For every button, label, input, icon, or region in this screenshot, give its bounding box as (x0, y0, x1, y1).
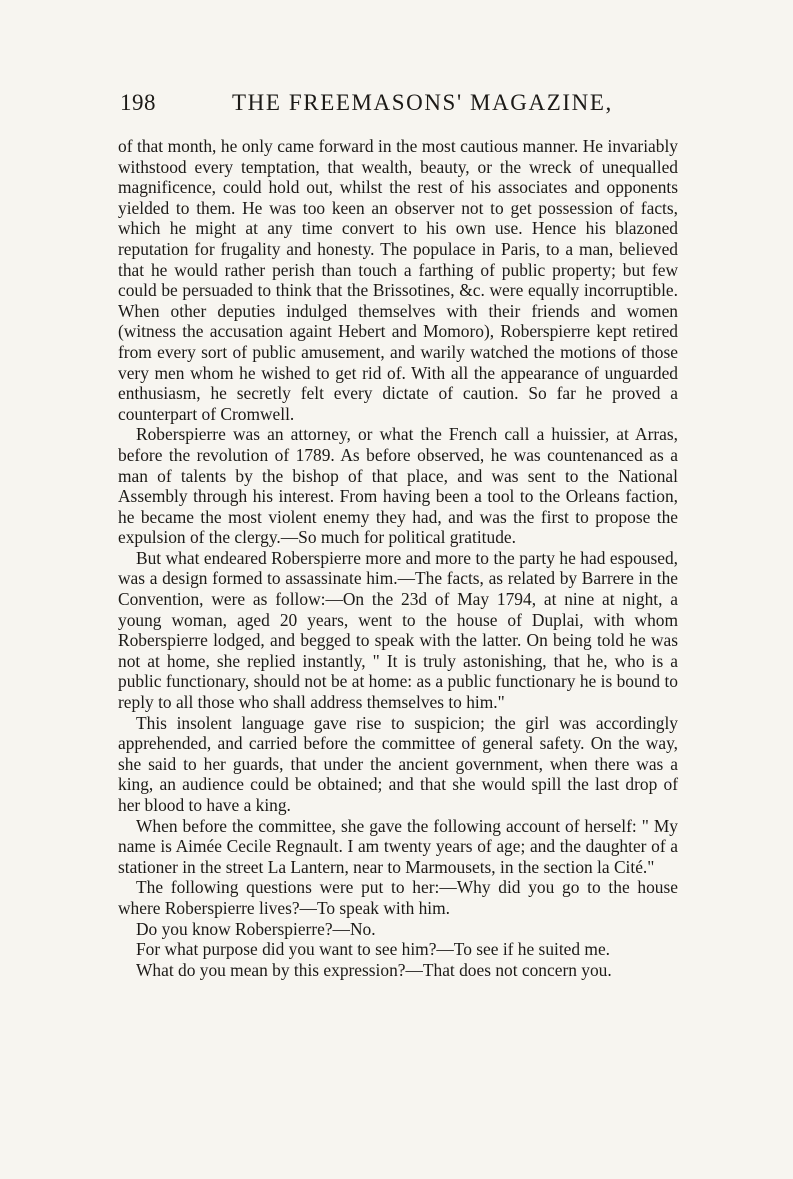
paragraph: of that month, he only came forward in the most cautious manner. He invariably withstood every temptation, that wealth, beauty, or the wreck of unequalled magnificence, could hold out, whilst the rest of his associates and opponents yielded to them. He was too keen an observer not to get possession of facts, which he might at any time convert to his own use. Hence his blazoned reputation for frugality and honesty. The populace in Paris, to a man, believed that he would rather perish than touch a farthing of public property; but few could be persuaded to think that the Brissotines, &c. were equally incorruptible. When other deputies indulged themselves with their friends and women (witness the accusation againt Hebert and Momoro), Roberspierre kept retired from every sort of public amusement, and warily watched the motions of those very men whom he wished to get rid of. With all the appearance of unguarded enthusiasm, he secretly felt every dictate of caution. So far he proved a counterpart of Cromwell. (118, 136, 678, 424)
paragraph: When before the committee, she gave the following account of herself: " My name is Aimée Cecile Regnault. I am twenty years of age; and the daughter of a stationer in the street La Lantern, near to Marmousets, in the section la Cité." (118, 815, 678, 877)
page-number: 198 (120, 90, 156, 115)
paragraph: Roberspierre was an attorney, or what the French call a huissier, at Arras, before the revolution of 1789. As before observed, he was countenanced as a man of talents by the bishop of that place, and was sent to the National Assembly through his interest. From having been a tool to the Orleans faction, he became the most violent enemy they had, and was the first to propose the expulsion of the clergy.—So much for political gratitude. (118, 424, 678, 548)
paragraph: But what endeared Roberspierre more and more to the party he had espoused, was a design formed to assassinate him.—The facts, as related by Barrere in the Convention, were as follow:—On the 23d of May 1794, at nine at night, a young woman, aged 20 years, went to the house of Duplai, with whom Roberspierre lodged, and begged to speak with the latter. On being told he was not at home, she replied instantly, " It is truly astonishing, that he, who is a public functionary, should not be at home: as a public functionary he is bound to reply to all those who shall address themselves to him." (118, 547, 678, 713)
paragraph: What do you mean by this expression?—That does not concern you. (136, 959, 612, 980)
paragraph: Do you know Roberspierre?—No. (136, 918, 376, 939)
paragraph: This insolent language gave rise to suspicion; the girl was accordingly apprehended, and carried before the committee of general safety. On the way, she said to her guards, that under the ancient government, when there was a king, an audience could be obtained; and that she would spill the last drop of her blood to have a king. (118, 712, 678, 815)
article-body (118, 136, 678, 980)
running-title: THE FREEMASONS' MAGAZINE, (232, 90, 613, 115)
paragraph: The following questions were put to her:—Why did you go to the house where Roberspierre lives?—To speak with him. (118, 877, 678, 918)
page-header (120, 86, 680, 120)
paragraph: For what purpose did you want to see him?—To see if he suited me. (136, 939, 611, 960)
